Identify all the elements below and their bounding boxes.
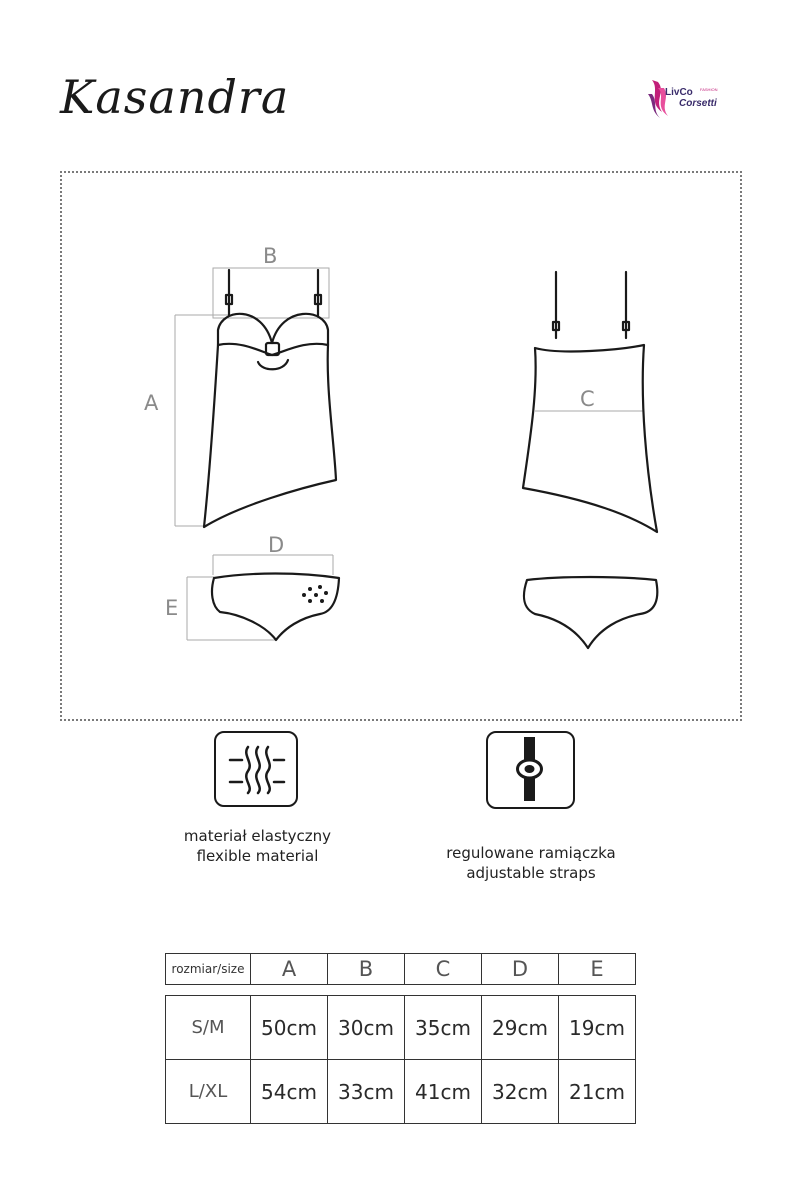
label-d: D <box>268 533 285 557</box>
cell-a: 54cm <box>251 1060 328 1124</box>
flexible-material-label <box>150 826 365 866</box>
cell-b: 33cm <box>328 1060 405 1124</box>
flexible-material-icon-box <box>214 731 298 807</box>
size-table-header <box>166 954 636 985</box>
brand-line2: Corsetti <box>679 98 717 109</box>
label-e: E <box>165 596 179 620</box>
wavy-lines-icon <box>216 733 295 804</box>
table-spacer <box>166 985 636 996</box>
header-d: D <box>482 954 559 985</box>
cell-d: 32cm <box>482 1060 559 1124</box>
row-size: L/XL <box>166 1060 251 1124</box>
measure-b-box <box>213 268 329 318</box>
size-table <box>165 953 636 1124</box>
cell-d: 29cm <box>482 996 559 1060</box>
cell-b: 30cm <box>328 996 405 1060</box>
header-e: E <box>559 954 636 985</box>
front-chemise <box>204 270 336 527</box>
brand-line1-small: FASHION <box>700 87 718 92</box>
row-size: S/M <box>166 996 251 1060</box>
adjustable-straps-label <box>420 843 642 883</box>
header-c: C <box>405 954 482 985</box>
strap-buckle-icon <box>488 733 572 806</box>
measure-guides <box>175 268 643 640</box>
cell-e: 19cm <box>559 996 636 1060</box>
table-row <box>166 1060 636 1124</box>
header-b: B <box>328 954 405 985</box>
adjustable-straps-icon-box <box>486 731 575 809</box>
cell-c: 41cm <box>405 1060 482 1124</box>
front-panty <box>212 574 339 641</box>
cell-a: 50cm <box>251 996 328 1060</box>
label-a: A <box>144 391 159 415</box>
flexible-material-pl: materiał elastyczny <box>183 827 332 845</box>
table-row <box>166 996 636 1060</box>
back-panty <box>524 577 657 648</box>
header-a: A <box>251 954 328 985</box>
brand-line1: LivCo <box>665 87 693 98</box>
label-c: C <box>580 387 595 411</box>
cell-c: 35cm <box>405 996 482 1060</box>
flexible-material-en: flexible material <box>196 847 319 865</box>
cell-e: 21cm <box>559 1060 636 1124</box>
adjustable-straps-pl: regulowane ramiączka <box>446 844 616 862</box>
header-size: rozmiar/size <box>166 954 251 985</box>
label-b: B <box>263 244 278 268</box>
adjustable-straps-en: adjustable straps <box>466 864 596 882</box>
product-title: Kasandra <box>60 70 290 124</box>
